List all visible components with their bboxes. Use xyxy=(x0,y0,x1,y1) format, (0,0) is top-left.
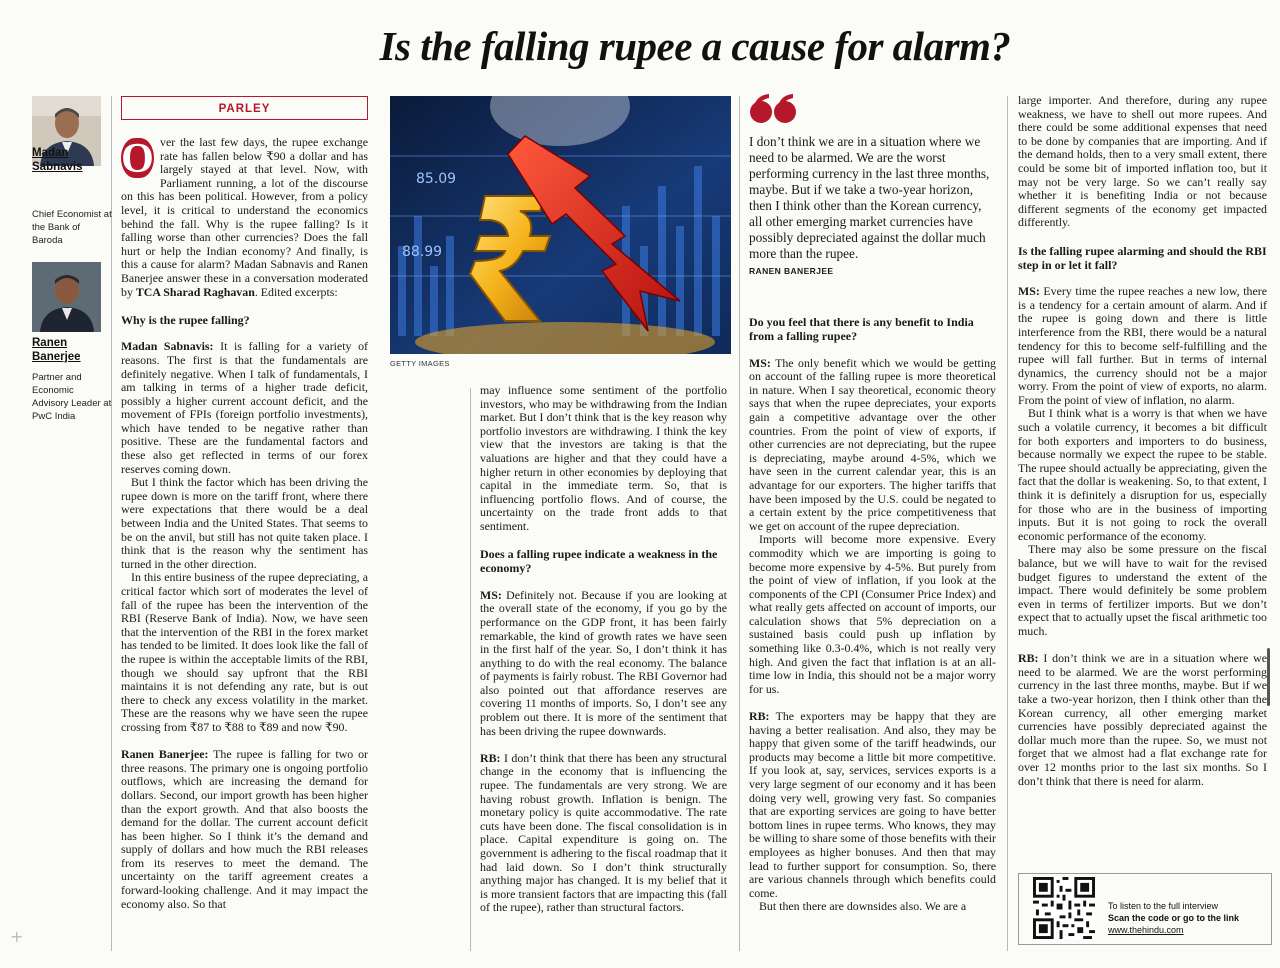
question-heading: Does a falling rupee indicate a weakness in the economy? xyxy=(480,547,718,576)
quote-icon xyxy=(749,94,801,133)
answer-paragraph: MS: Definitely not. Because if you are looking at the overall state of the economy, if you go by the performance on the GDP front, it has been fairly remarkable, the kind of growth rates we have seen in the first half of the year. So, I don’t think it has anything to do with the real economy. The balance of payments is fairly robust. The RBI Governor had also pointed out that affordance reserves are covering 11 months of imports. So, I don’t see any problem out there. It is more of the sentiment that has been driving the rupee downwards. xyxy=(480,587,727,738)
answer-paragraph: RB: The exporters may be happy that they are having a better realisation. And also, they may be happy that given some of the tariff headwinds, our products may become a little bit more competitive. If you look at, say, services, services exports is a very large segment of our economy and it has been doing very well, growing very fast. So companies that are exporting services are going to have better bottom lines in rupee terms. Who knows, they may be willing to share some of those benefits with their employees as higher bonuses. And then that may lead to further support for consumption. So, there are various channels through which benefits could come. xyxy=(749,709,996,900)
panelist-role: Chief Economist at the Bank of Baroda xyxy=(32,209,112,246)
avatar-ranen-banerjee xyxy=(32,262,101,332)
column-3 xyxy=(749,315,996,914)
answer-paragraph: But I think what is a worry is that when we have such a volatile currency, it becomes a bit difficult for both exporters and importers to do business, because normally we expect the rupee to be stable. The rupee should actually be appreciating, given the fact that the dollar is weakening. So, to that extent, I think it is definitely a disruption for us, especially for those who are in the business of importing inputs. But it is not going to rock the overall economic performance of the economy. xyxy=(1018,406,1267,543)
pull-quote-attribution: RANEN BANERJEE xyxy=(749,266,834,276)
qr-callout[interactable] xyxy=(1018,873,1272,945)
column-2 xyxy=(480,384,727,915)
intro-paragraph: O ver the last few days, the rupee exchange rate has fallen below ₹90 a dollar and has largely stayed at that level. Now, with Parliament running, a lot of the discourse on this has been political. However, from a policy level, it is critical to understand the economics behind the fall. Why is the rupee falling? Is it falling worse than other currencies? Does the fall hurt or help the Indian economy? And finally, is this a cause for alarm? Madan Sabnavis and Ranen Banerjee answer these in a conversation moderated by TCA Sharad Raghavan. Edited excerpts: xyxy=(121,135,368,299)
answer-paragraph: Ranen Banerjee: The rupee is falling for two or three reasons. The primary one is ongoing portfolio outflows, which are increasing the demand for dollars. Second, our import growth has been higher than the export growth. And that also boosts the demand for the dollar. The current account deficit has been higher. So I think it’s the demand and supply of dollars and how much the RBI releases from its reserves to meet the demand. The uncertainty on the tariff agreement creates a forward-looking challenge. And it may impact the economy also. So that xyxy=(121,747,369,911)
column-rule xyxy=(739,96,740,951)
photo-credit: GETTY IMAGES xyxy=(390,359,450,368)
panelist-name[interactable]: Ranen Banerjee xyxy=(32,337,81,363)
answer-paragraph: But then there are downsides also. We are a xyxy=(759,899,967,914)
column-1 xyxy=(121,136,368,911)
answer-paragraph: large importer. And therefore, during any rupee weakness, we have to shell out more rupees. And there could be some additional expenses that need to be done by companies that are importing. And if the demand holds, then to a very small extent, there could be some bit of imported inflation too, but it may not be very large. So we can’t really say whether it is benefiting India or not because different segments of the economy get impacted differently. xyxy=(1018,93,1267,230)
rupee-photo xyxy=(390,96,731,354)
answer-paragraph: Imports will become more expensive. Every commodity which we are importing is going to become more expensive by 4-5%. But purely from the point of view of inflation, if you look at the components of the CPI (Consumer Price Index) and what really gets affected on account of imports, our calculation shows that 5% depreciation on a sustained basis could push up inflation by something like 0.3-0.4%, which is not really very high. And given the fact that inflation is at an all-time low in India, this should not be a major worry for us. xyxy=(749,532,996,696)
column-rule xyxy=(470,388,471,951)
ticker-value-2: 88.99 xyxy=(402,244,443,260)
answer-paragraph: RB: I don’t think we are in a situation where we need to be alarmed. We are the worst performing currency in the last three months, maybe. But if we take a two-year horizon, then I think other than the Korean currency, all other emerging market currencies have possibly depreciated against the dollar much more than the rupee. So, we must not forget that we almost had a flat exchange rate for over 12 months prior to the last six months. So I don’t think that there is need for alarm. xyxy=(1018,651,1267,788)
question-heading: Is the falling rupee alarming and should the RBI step in or let it fall? xyxy=(1018,243,1267,272)
panelist-name[interactable]: Madan Sabnavis xyxy=(32,147,83,173)
qr-instructions: To listen to the full interview Scan the code or go to the link www.thehindu.com xyxy=(1108,901,1240,935)
answer-paragraph: There may also be some pressure on the fiscal balance, but we will have to wait for the revised budget figures to understand the extent of the impact. There would definitely be some problem even in terms of fertilizer imports. But we don’t expect that to actually upset the fiscal arithmetic too much. xyxy=(1018,542,1267,638)
column-4 xyxy=(1018,94,1267,788)
headline: Is the falling rupee a cause for alarm? xyxy=(379,23,1011,69)
answer-paragraph: In this entire business of the rupee depreciating, a critical factor which sort of moderates the level of fall of the rupee has been the intervention of the RBI (Reserve Bank of India). Now, we have seen that the intervention of the RBI in the forex market has tended to be limited. It does look like the fall of the rupee is within the acceptable limits of the RBI, though we should say upfront that the RBI maintains it is not defending any rate, but is out there to check any excess volatility in the market. These are the reasons why we have seen the rupee crossing from ₹87 to ₹88 to ₹89 and now ₹90. xyxy=(121,570,368,734)
ticker-value-1: 85.09 xyxy=(416,171,457,187)
answer-paragraph: Madan Sabnavis: It is falling for a variety of reasons. The first is that the fundamentals are definitely negative. When I talk of fundamentals, I am talking in terms of a higher trade deficit, possibly a higher current account deficit, and the movement of FPIs (foreign portfolio investments), which have tended to be negative rather than positive. These are the fundamental factors and these also get reflected in terms of our forex reserves coming down. xyxy=(121,339,368,476)
question-heading: Why is the rupee falling? xyxy=(121,312,250,327)
answer-paragraph: But I think the factor which has been driving the rupee down is more on the tariff front, where there were expectations that there would be a deal between India and the United States. That seems to be on the anvil, but still has not quite taken place. I think that is the reason why the sentiment has turned in the other direction. xyxy=(121,475,368,571)
answer-paragraph: MS: Every time the rupee reaches a new low, there is a tendency for a certain amount of alarm. And if the rupee is going down and there is little interference from the RBI, there would be a natural tendency for this to become self-fulfilling and the rupee will fall further. But in terms of internal dynamics, the currency should not be a major worry. From the point of view of exports, no alarm. From the point of view of inflation, no alarm. xyxy=(1018,284,1267,407)
panelist-role: Partner and Economic Advisory Leader at PwC India xyxy=(32,372,112,422)
scrollbar-thumb[interactable] xyxy=(1267,648,1270,706)
column-rule xyxy=(1007,96,1008,951)
crop-mark-icon: + xyxy=(10,927,24,946)
answer-paragraph: MS: The only benefit which we would be getting on account of the falling rupee is more theoretical in nature. When I say theoretical, economic theory says that when the rupee depreciates, your exports gain a competitive advantage over the other countries. From the point of view of exports, if other currencies are not depreciating, but the rupee is depreciating, maybe around 4-5%, which we have seen in the current calendar year, this is an advantage for our exporters. The higher tariffs that have been imposed by the U.S. could be negated to a certain extent by the price competitiveness that we get on account of the rupee depreciation. xyxy=(749,355,996,533)
drop-cap: O xyxy=(121,136,154,182)
question-heading: Do you feel that there is any benefit to India from a falling rupee? xyxy=(749,315,974,343)
pull-quote: I don’t think we are in a situation where we need to be alarmed. We are the worst performing currency in the last three months, maybe. But if we take a two-year horizon, then I think other than the Korean currency, all other emerging market currencies have possibly depreciated against the dollar much more than the rupee. xyxy=(749,134,990,261)
qr-code-icon[interactable] xyxy=(1033,877,1095,939)
answer-paragraph: may influence some sentiment of the portfolio investors, who may be withdrawing from the Indian market. But I don’t think that is the key reason why portfolio investors are withdrawing. I think the key view that the investors are taking is that the valuations are higher and that they could have a higher return in other economies by deploying that capital in the immediate term. So, that is influencing portfolio flows. And of course, the uncertainty on the trade front adds to that sentiment. xyxy=(480,383,728,533)
answer-paragraph: RB: I don’t think that there has been any structural change in the economy that is influencing the rupee. The fundamentals are very strong. We are having robust growth. Inflation is benign. The monetary policy is quite accommodative. The rate cuts have been done. The fiscal consolidation is in place. Capital expenditure is going on. The government is adhering to the fiscal roadmap that it had laid down. So I don’t think structurally anything major has changed. It is my belief that it is more transient factors that are impacting this (fall of the rupee), rather than structural factors. xyxy=(480,750,727,915)
interview-link[interactable]: www.thehindu.com xyxy=(1108,925,1184,935)
section-label: PARLEY xyxy=(121,96,368,120)
